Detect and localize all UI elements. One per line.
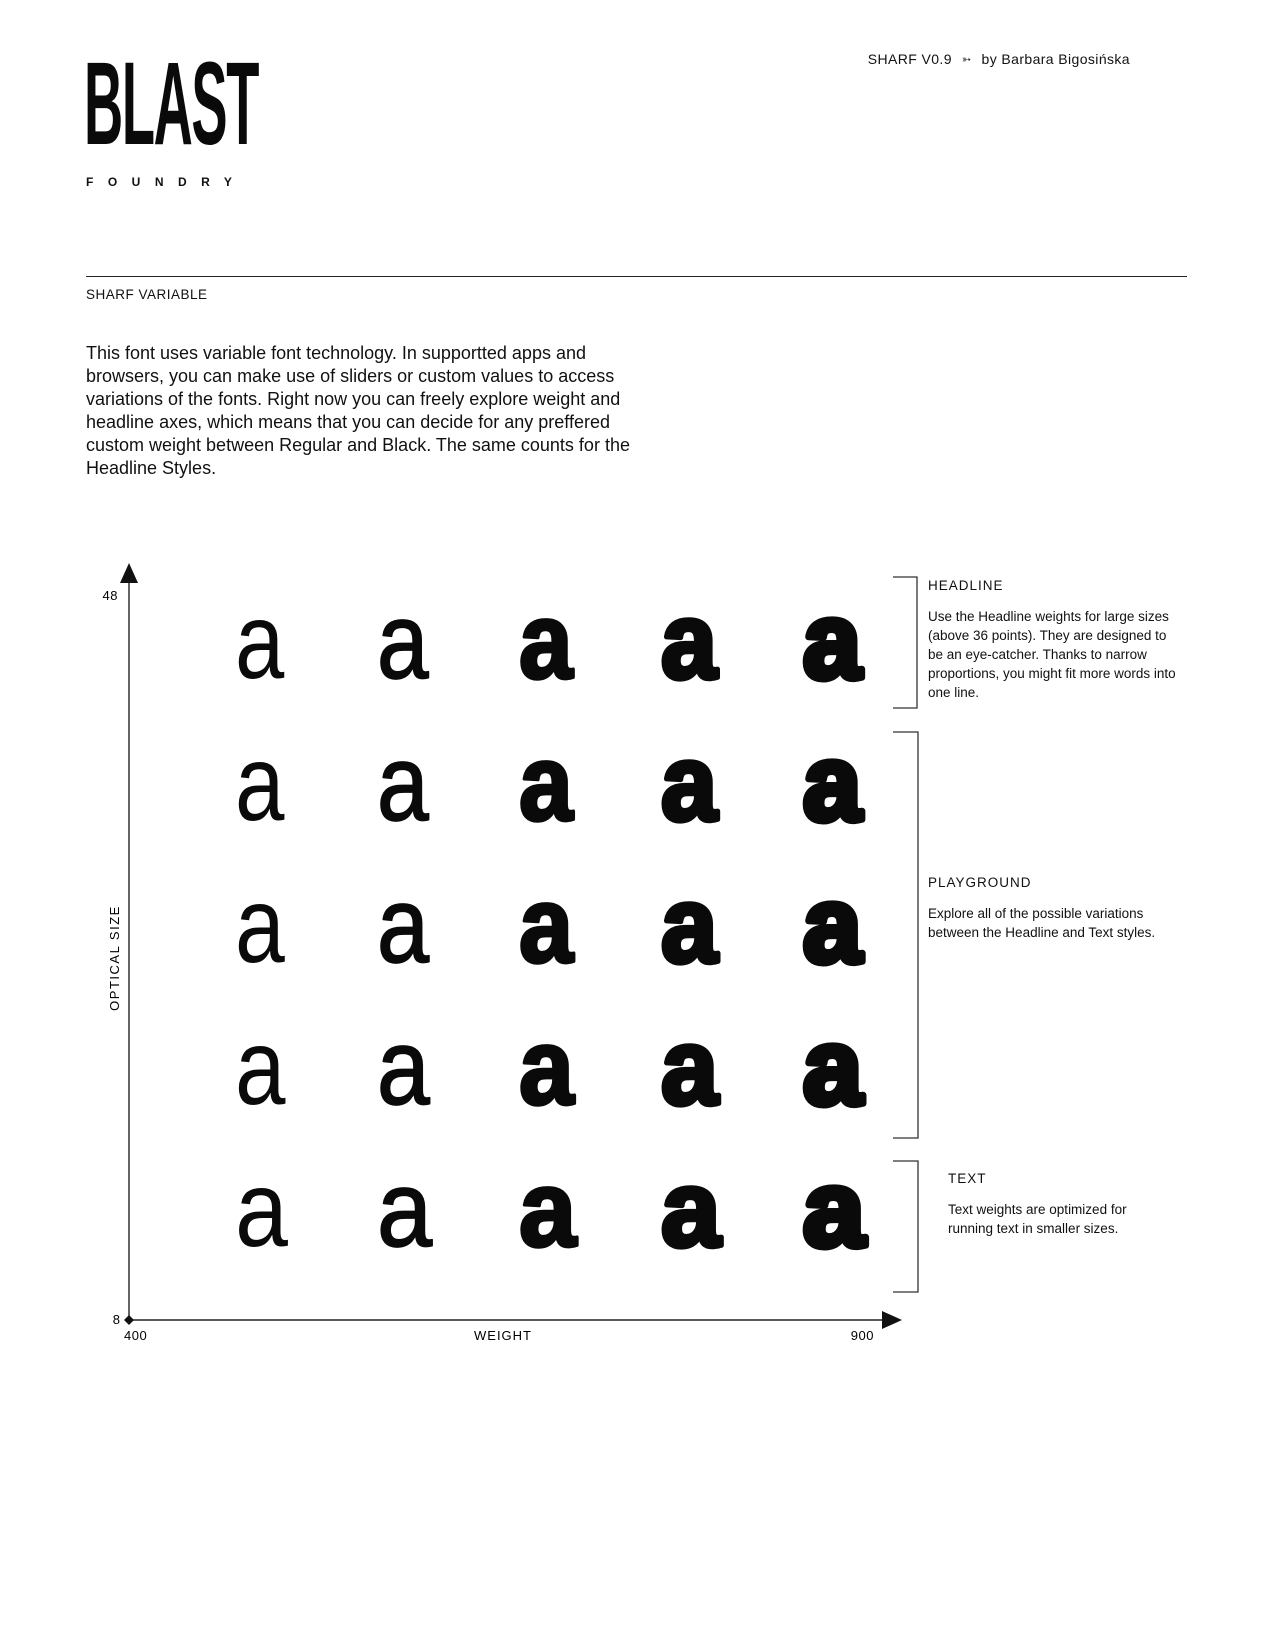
headline-note [928,578,1178,702]
x-axis-arrow-icon [882,1311,902,1329]
glyph-sample: a [519,722,573,844]
glyph-sample: a [803,580,862,702]
text-note-body: Text weights are optimized for running text in smaller sizes. [948,1202,1127,1236]
headline-note-body: Use the Headline weights for large sizes (above 36 points). They are designed to be an eye-catcher. Thanks to narrow proportions, you might fit more words into one line. [928,609,1176,700]
glyph-sample: a [661,581,717,702]
playground-note-title: PLAYGROUND [928,875,1032,890]
glyph-sample: a [377,1006,430,1128]
headline-note-title: HEADLINE [928,578,1004,593]
glyph-sample: a [803,863,862,986]
glyph-sample: a [235,1148,288,1270]
arrow-separator-icon: ➳ [961,53,972,66]
y-axis-min-label: 8 [112,1312,120,1327]
glyph-sample: a [803,1149,865,1270]
glyph-sample: a [235,721,285,843]
version-label: SHARF V0.9 [867,51,952,67]
foundry-logo-wordmark: BLAST [84,38,259,170]
section-divider [86,276,1187,277]
glyph-sample: a [802,722,862,844]
playground-note-body: Explore all of the possible variations between the Headline and Text styles. [928,906,1156,940]
glyph-grid [235,580,866,1270]
glyph-sample: a [519,1005,574,1127]
foundry-logo-subtitle: FOUNDRY [86,175,247,189]
x-axis-max-label: 900 [850,1328,874,1343]
x-axis-title: WEIGHT [474,1328,532,1343]
text-note [948,1171,1158,1238]
glyph-sample: a [518,1148,577,1270]
glyph-sample: a [234,1007,286,1128]
playground-bracket [893,732,918,1138]
text-bracket [893,1161,918,1292]
headline-bracket [893,577,917,708]
glyph-sample: a [235,865,285,986]
glyph-sample: a [376,723,429,844]
glyph-sample: a [377,865,430,986]
y-axis-title: OPTICAL SIZE [107,905,122,1011]
intro-paragraph: This font uses variable font technology. In supportted apps and browsers, you can make use of sliders or custom values to access variations of the fonts. Right now you can freely explore weight and headline axes, which means that you can decide for any preffered custom weight between Regular and Black. The same counts for the Headline Styles. [86,343,630,478]
playground-note [928,875,1178,942]
x-axis-min-label: 400 [124,1328,148,1343]
header-meta [868,51,1130,67]
y-axis-max-label: 48 [102,588,118,603]
text-note-title: TEXT [948,1171,987,1186]
author-label: by Barbara Bigosińska [981,51,1130,67]
glyph-sample: a [519,579,573,702]
glyph-sample: a [661,1148,721,1270]
glyph-sample: a [519,864,574,986]
glyph-sample: a [661,722,718,844]
y-axis-arrow-icon [120,563,138,583]
glyph-sample: a [661,865,718,986]
glyph-sample: a [803,1006,863,1128]
section-title: SHARF VARIABLE [86,287,208,302]
glyph-sample: a [377,581,429,702]
glyph-sample: a [377,1148,433,1269]
axis-origin-marker-icon [124,1315,134,1325]
glyph-sample: a [661,1007,719,1128]
glyph-sample: a [235,580,285,701]
